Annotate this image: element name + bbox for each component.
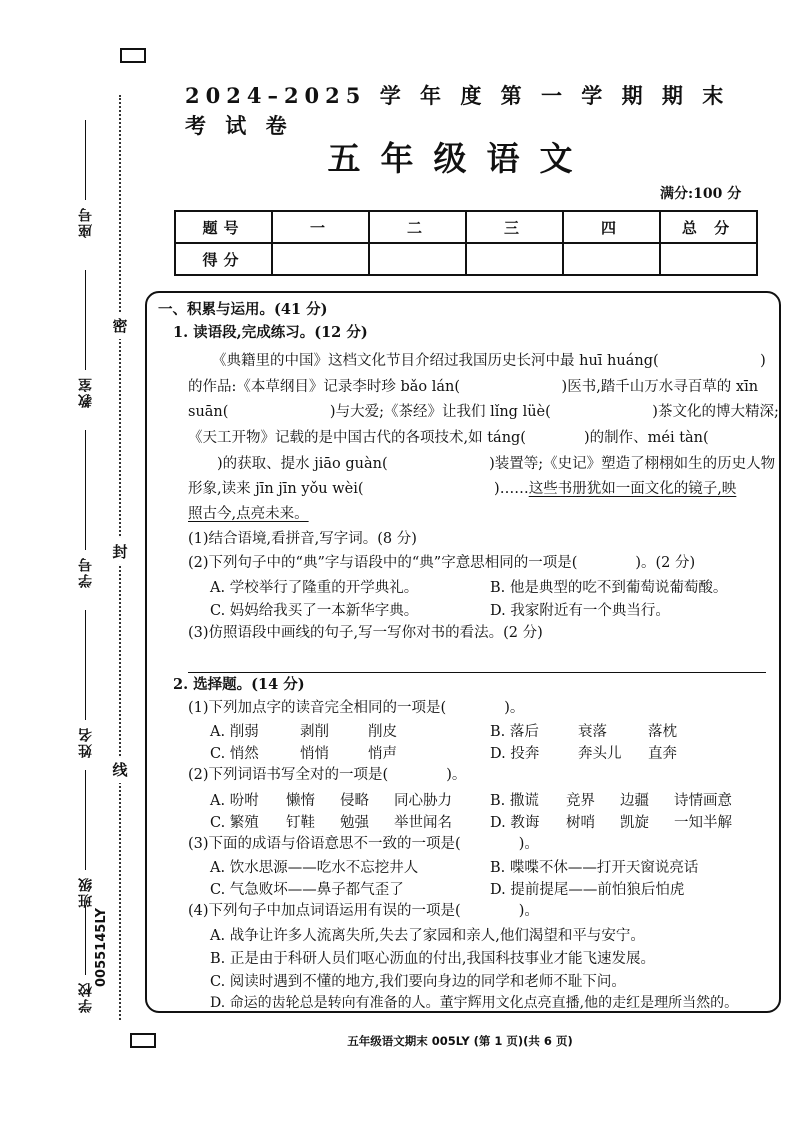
q2-sub3-option-d[interactable]: D. 提前提尾——前怕狼后怕虎 bbox=[490, 882, 685, 898]
q1-sub1: (1)结合语境,看拼音,写字词。(8 分) bbox=[188, 531, 417, 547]
registration-mark-bottom bbox=[130, 1033, 156, 1048]
q2-sub2-option-d[interactable] bbox=[490, 811, 732, 832]
score-table-cell: 三 bbox=[466, 211, 563, 243]
full-score: 满分:100 分 bbox=[660, 186, 742, 202]
classroom-label: 教室 bbox=[78, 376, 94, 408]
option-word: C. 繁殖 bbox=[210, 815, 259, 831]
option-word: 悄悄 bbox=[300, 746, 329, 762]
q1-sub2-option-b[interactable]: B. 他是典型的吃不到葡萄说葡萄酸。 bbox=[490, 580, 728, 596]
school-label: 学校 bbox=[78, 981, 94, 1013]
q2-sub1-option-b[interactable] bbox=[490, 720, 677, 741]
option-word: 奔头儿 bbox=[578, 746, 622, 762]
q2-sub3: (3)下面的成语与俗语意思不一致的一项是( )。 bbox=[188, 836, 539, 852]
q2-sub3-option-a[interactable]: A. 饮水思源——吃水不忘挖井人 bbox=[210, 860, 419, 876]
score-table-score-row bbox=[175, 243, 757, 275]
score-table bbox=[174, 210, 758, 276]
classroom-line bbox=[86, 270, 87, 370]
score-table-header-row bbox=[175, 211, 757, 243]
option-word: 勉强 bbox=[340, 815, 369, 831]
score-table-cell: 题号 bbox=[175, 211, 272, 243]
q2-sub2-option-c[interactable] bbox=[210, 811, 452, 832]
passage-line-3: suān( )与大爱;《茶经》让我们 lǐng lüè( )茶文化的博大精深; bbox=[188, 404, 779, 420]
q1-sub3: (3)仿照语段中画线的句子,写一写你对书的看法。(2 分) bbox=[188, 625, 543, 641]
option-word: A. 削弱 bbox=[210, 724, 259, 740]
q2-sub1-option-d[interactable] bbox=[490, 742, 677, 763]
q2-sub4-option-a[interactable]: A. 战争让许多人流离失所,失去了家园和亲人,他们渴望和平与安宁。 bbox=[210, 928, 645, 944]
option-word: 凯旋 bbox=[620, 815, 649, 831]
option-word: 一知半解 bbox=[674, 815, 732, 831]
seal-char-xian: 线 bbox=[110, 756, 130, 783]
passage-line-5: )的获取、提水 jiāo guàn( )装置等;《史记》塑造了栩栩如生的历史人物 bbox=[188, 456, 776, 472]
option-word: B. 撒谎 bbox=[490, 793, 539, 809]
question-1-title: 1. 读语段,完成练习。(12 分) bbox=[173, 324, 368, 341]
passage-line-6-text: 形象,读来 jīn jīn yǒu wèi( )…… bbox=[188, 481, 529, 497]
seat-number-label: 座号 bbox=[78, 206, 94, 238]
answer-writing-line[interactable] bbox=[188, 672, 766, 673]
q2-sub4: (4)下列句子中加点词语运用有误的一项是( )。 bbox=[188, 903, 539, 919]
class-field[interactable] bbox=[76, 770, 96, 914]
paper-code: 0055145LY bbox=[94, 908, 109, 987]
score-table-cell: 四 bbox=[563, 211, 660, 243]
student-number-label: 学号 bbox=[78, 556, 94, 588]
option-word: D. 教诲 bbox=[490, 815, 540, 831]
question-2-title: 2. 选择题。(14 分) bbox=[173, 676, 305, 693]
q2-sub2: (2)下列词语书写全对的一项是( )。 bbox=[188, 767, 467, 783]
q2-sub1-option-a[interactable] bbox=[210, 720, 397, 741]
registration-mark-top bbox=[120, 48, 146, 63]
school-line bbox=[86, 905, 87, 975]
score-input-cell[interactable] bbox=[466, 243, 563, 275]
score-input-cell[interactable] bbox=[369, 243, 466, 275]
option-word: 诗情画意 bbox=[674, 793, 732, 809]
passage-line-4: 《天工开物》记载的是中国古代的各项技术,如 táng( )的制作、méi tàn( bbox=[188, 430, 738, 446]
underlined-sentence-part-1: 这些书册犹如一面文化的镜子,映 bbox=[528, 481, 737, 497]
exam-year-heading: 2024–2025 学 年 度 第 一 学 期 期 末 考 试 卷 bbox=[185, 83, 730, 138]
option-word: 边疆 bbox=[620, 793, 649, 809]
q1-sub2: (2)下列句子中的“典”字与语段中的“典”字意思相同的一项是( )。(2 分) bbox=[188, 555, 696, 571]
option-word: 直奔 bbox=[648, 746, 677, 762]
name-field[interactable] bbox=[76, 610, 96, 764]
seat-number-line bbox=[86, 120, 87, 200]
option-word: 衰落 bbox=[578, 724, 607, 740]
score-table-cell: 一 bbox=[272, 211, 369, 243]
option-word: B. 落后 bbox=[490, 724, 539, 740]
option-word: 削皮 bbox=[368, 724, 397, 740]
q2-sub3-option-b[interactable]: B. 喋喋不休——打开天窗说亮话 bbox=[490, 860, 699, 876]
student-number-field[interactable] bbox=[76, 430, 96, 594]
option-word: A. 吩咐 bbox=[210, 793, 259, 809]
class-line bbox=[86, 770, 87, 870]
q2-sub1: (1)下列加点字的读音完全相同的一项是( )。 bbox=[188, 700, 525, 716]
option-word: 举世闻名 bbox=[394, 815, 452, 831]
passage-line-1: 《典籍里的中国》这档文化节目介绍过我国历史长河中最 huī huáng( ) bbox=[212, 353, 766, 369]
score-input-cell[interactable] bbox=[272, 243, 369, 275]
name-label: 姓名 bbox=[78, 726, 94, 758]
q2-sub3-option-c[interactable]: C. 气急败坏——鼻子都气歪了 bbox=[210, 882, 404, 898]
passage-line-2: 的作品:《本草纲目》记录李时珍 bǎo lán( )医书,踏千山万水寻百草的 xīn bbox=[188, 379, 759, 395]
option-word: 悄声 bbox=[368, 746, 397, 762]
q2-sub4-option-d[interactable]: D. 命运的齿轮总是转向有准备的人。董宇辉用文化点亮直播,他的走红是理所当然的。 bbox=[210, 995, 739, 1011]
option-word: 懒惰 bbox=[286, 793, 315, 809]
name-line bbox=[86, 610, 87, 720]
q2-sub4-option-b[interactable]: B. 正是由于科研人员们呕心沥血的付出,我国科技事业才能飞速发展。 bbox=[210, 951, 655, 967]
school-field[interactable] bbox=[76, 905, 96, 1019]
underlined-sentence-part-2: 照古今,点亮未来。 bbox=[188, 506, 309, 522]
option-word: 同心胁力 bbox=[394, 793, 452, 809]
option-word: 落枕 bbox=[648, 724, 677, 740]
option-word: 剥削 bbox=[300, 724, 329, 740]
option-word: 钉鞋 bbox=[286, 815, 315, 831]
q2-sub2-option-b[interactable] bbox=[490, 789, 732, 810]
option-word: C. 悄然 bbox=[210, 746, 259, 762]
passage-line-6 bbox=[188, 478, 736, 500]
q1-sub2-option-c[interactable]: C. 妈妈给我买了一本新华字典。 bbox=[210, 603, 419, 619]
exam-title: 五年级语文 bbox=[327, 139, 593, 178]
q2-sub2-option-a[interactable] bbox=[210, 789, 452, 810]
q2-sub4-option-c[interactable]: C. 阅读时遇到不懂的地方,我们要向身边的同学和老师不耻下问。 bbox=[210, 974, 626, 990]
q1-sub2-option-a[interactable]: A. 学校举行了隆重的开学典礼。 bbox=[210, 580, 419, 596]
score-input-cell[interactable] bbox=[660, 243, 757, 275]
class-label: 班级 bbox=[78, 876, 94, 908]
option-word: D. 投奔 bbox=[490, 746, 540, 762]
score-table-cell: 二 bbox=[369, 211, 466, 243]
q1-sub2-option-d[interactable]: D. 我家附近有一个典当行。 bbox=[490, 603, 670, 619]
option-word: 侵略 bbox=[340, 793, 369, 809]
student-number-line bbox=[86, 430, 87, 550]
seal-char-mi: 密 bbox=[110, 312, 130, 339]
page-footer: 五年级语文期末 005LY (第 1 页)(共 6 页) bbox=[347, 1034, 573, 1048]
classroom-field[interactable] bbox=[76, 270, 96, 414]
q2-sub1-option-c[interactable] bbox=[210, 742, 397, 763]
seal-char-feng: 封 bbox=[110, 538, 130, 565]
score-table-cell: 得分 bbox=[175, 243, 272, 275]
score-table-cell: 总 分 bbox=[660, 211, 757, 243]
option-word: 竞界 bbox=[566, 793, 595, 809]
option-word: 树哨 bbox=[566, 815, 595, 831]
section-heading: 一、积累与运用。(41 分) bbox=[158, 301, 328, 318]
seat-number-field[interactable] bbox=[76, 120, 96, 244]
score-input-cell[interactable] bbox=[563, 243, 660, 275]
